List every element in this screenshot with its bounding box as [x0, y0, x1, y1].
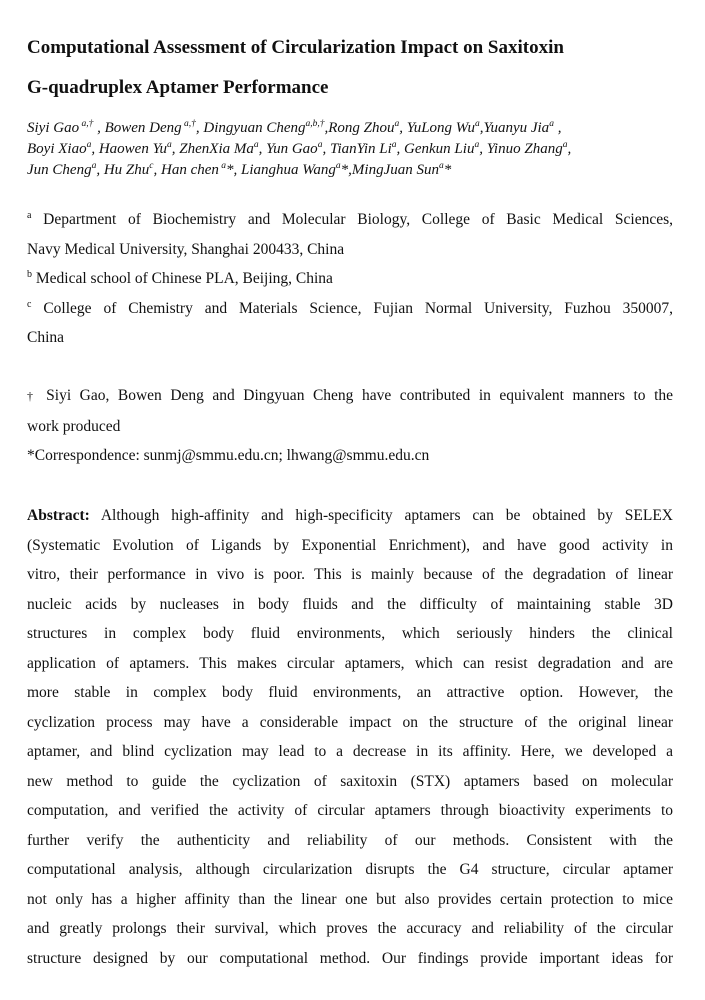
author-name: Yinuo Zhang: [486, 141, 563, 157]
abstract-line: more stable in complex body fluid environments, an attractive option. However, the: [27, 684, 673, 701]
author-affiliation-marker: a: [86, 140, 92, 150]
dagger-symbol: †: [27, 389, 38, 403]
abstract-line: cyclization process may have a considerable impact on the structure of the original linear: [27, 713, 673, 731]
author-name: Hu Zhu: [103, 162, 150, 178]
author-name: MingJuan Sun: [351, 162, 439, 178]
author-affiliation-marker: a: [167, 140, 172, 150]
author-separator: ,: [153, 162, 161, 178]
abstract-line: structures in complex body fluid environments, which seriously hinders the clinical: [27, 625, 673, 642]
author-separator: ,: [553, 120, 562, 136]
author-separator: ,: [93, 120, 105, 136]
author-affiliation-marker: a: [438, 161, 444, 171]
author-affiliation-marker: a: [562, 140, 568, 150]
author-line-2: [27, 139, 677, 160]
abstract-line: application of aptamers. This makes circular aptamers, which can resist degradation and are: [27, 654, 673, 672]
author-name: TianYin Li: [329, 141, 392, 157]
affiliation-c-text-1: College of Chemistry and Materials Science, Fujian Normal University, Fuzhou 350007,: [43, 299, 674, 317]
author-separator: ,: [96, 162, 104, 178]
author-separator: ,: [399, 120, 407, 136]
abstract-line: [27, 501, 673, 531]
author-affiliation-marker: a: [394, 119, 400, 129]
equal-contribution-note: [27, 381, 673, 412]
affiliation-c-marker: c: [27, 298, 32, 310]
affiliation-a-line-1: [27, 205, 673, 235]
author-name: Han chen: [160, 162, 219, 178]
author-line-1: [27, 118, 677, 139]
author-affiliation-marker: a: [218, 161, 227, 171]
author-line-3: [27, 160, 677, 181]
abstract-line: computation, and verified the activity of circular aptamers through bioactivity experiments to: [27, 802, 673, 819]
affiliation-a-text-1: Department of Biochemistry and Molecular Biology, College of Basic Medical Sciences,: [43, 211, 674, 228]
author-name: Jun Cheng: [27, 162, 92, 178]
abstract: [27, 501, 673, 973]
author-separator: ,: [324, 120, 329, 136]
author-separator: ,: [195, 120, 204, 136]
author-affiliation-marker: a: [91, 161, 97, 171]
equal-contribution-text-2: work produced: [27, 417, 121, 435]
author-separator: ,: [479, 141, 487, 157]
author-name: Genkun Liu: [404, 141, 475, 157]
abstract-line: and greatly prolongs their survival, which proves the accuracy and reliability of the circular: [27, 920, 673, 937]
author-separator: *,: [226, 162, 242, 178]
author-name: Boyi Xiao: [27, 141, 87, 157]
author-name: YuLong Wu: [406, 120, 475, 136]
author-separator: *: [443, 162, 452, 178]
author-separator: ,: [479, 120, 484, 136]
author-affiliation-marker: a: [335, 161, 341, 171]
author-affiliation-marker: c: [149, 161, 154, 171]
author-affiliation-marker: a,†: [181, 119, 196, 129]
author-affiliation-marker: a: [391, 140, 397, 150]
abstract-line: (Systematic Evolution of Ligands by Exponential Enrichment), and have good activity in: [27, 536, 673, 554]
title-line-2: G-quadruplex Aptamer Performance: [27, 77, 329, 98]
abstract-line: aptamer, and blind cyclization may lead to a decrease in its affinity. Here, we developed a: [27, 743, 673, 760]
abstract-line: further verify the authenticity and reliability of our methods. Consistent with the: [27, 831, 673, 849]
author-separator: ,: [258, 141, 267, 157]
equal-contribution-text-1: Siyi Gao, Bowen Deng and Dingyuan Cheng have contributed in equivalent manners to the: [37, 387, 674, 404]
affiliation-a-marker: a: [27, 209, 32, 221]
affiliation-b: [27, 264, 673, 294]
abstract-line: not only has a higher affinity than the linear one but also provides certain protection to mice: [27, 890, 673, 908]
author-separator: ,: [171, 141, 180, 157]
author-name: Yun Gao: [266, 141, 318, 157]
author-affiliation-marker: a,†: [79, 119, 94, 129]
author-name: Dingyuan Cheng: [203, 120, 306, 136]
affiliation-c-line-1: [27, 294, 673, 324]
affiliation-c-line-2: China: [27, 329, 65, 346]
author-affiliation-marker: a: [317, 140, 323, 150]
abstract-line: nucleic acids by nucleases in body fluids and the difficulty of maintaining stable 3D: [27, 595, 673, 613]
author-name: Rong Zhou: [328, 120, 395, 136]
affiliation-a-line-2: Navy Medical University, Shanghai 200433, China: [27, 240, 345, 258]
author-separator: ,: [91, 141, 99, 157]
author-affiliation-marker: a: [474, 140, 480, 150]
paper-title: [27, 28, 677, 108]
author-list: [27, 118, 677, 181]
abstract-line: computational analysis, although circularization disrupts the G4 structure, circular aptamer: [27, 861, 673, 878]
affiliations: [27, 205, 673, 353]
author-affiliation-marker: a: [253, 140, 259, 150]
author-name: Haowen Yu: [98, 141, 168, 157]
author-affiliation-marker: a: [549, 119, 554, 129]
author-name: Yuanyu Jia: [483, 120, 550, 136]
abstract-line: new method to guide the cyclization of saxitoxin (STX) aptamers based on molecular: [27, 772, 673, 790]
abstract-line: vitro, their performance in vivo is poor. This is mainly because of the degradation of linear: [27, 566, 673, 583]
author-notes: [27, 381, 673, 471]
title-line-1: Computational Assessment of Circularization Impact on Saxitoxin: [27, 37, 564, 58]
abstract-line: structure designed by our computational method. Our findings provide important ideas for: [27, 949, 673, 967]
author-name: Lianghua Wang: [241, 162, 336, 178]
author-name: Siyi Gao: [27, 120, 80, 136]
author-separator: ,: [322, 141, 330, 157]
correspondence: *Correspondence: sunmj@smmu.edu.cn; lhwang@smmu.edu.cn: [27, 447, 430, 464]
abstract-text: Although high-affinity and high-specificity aptamers can be obtained by SELEX: [89, 507, 673, 524]
author-separator: ,: [396, 141, 405, 157]
affiliation-b-text: Medical school of Chinese PLA, Beijing, China: [35, 270, 333, 287]
author-separator: *,: [340, 162, 352, 178]
abstract-label: Abstract:: [27, 507, 90, 524]
affiliation-b-marker: b: [27, 268, 32, 280]
author-name: Bowen Deng: [104, 120, 182, 136]
author-separator: ,: [567, 141, 572, 157]
author-name: ZhenXia Ma: [179, 141, 254, 157]
author-affiliation-marker: a: [474, 119, 480, 129]
author-affiliation-marker: a,b,†: [305, 119, 325, 129]
